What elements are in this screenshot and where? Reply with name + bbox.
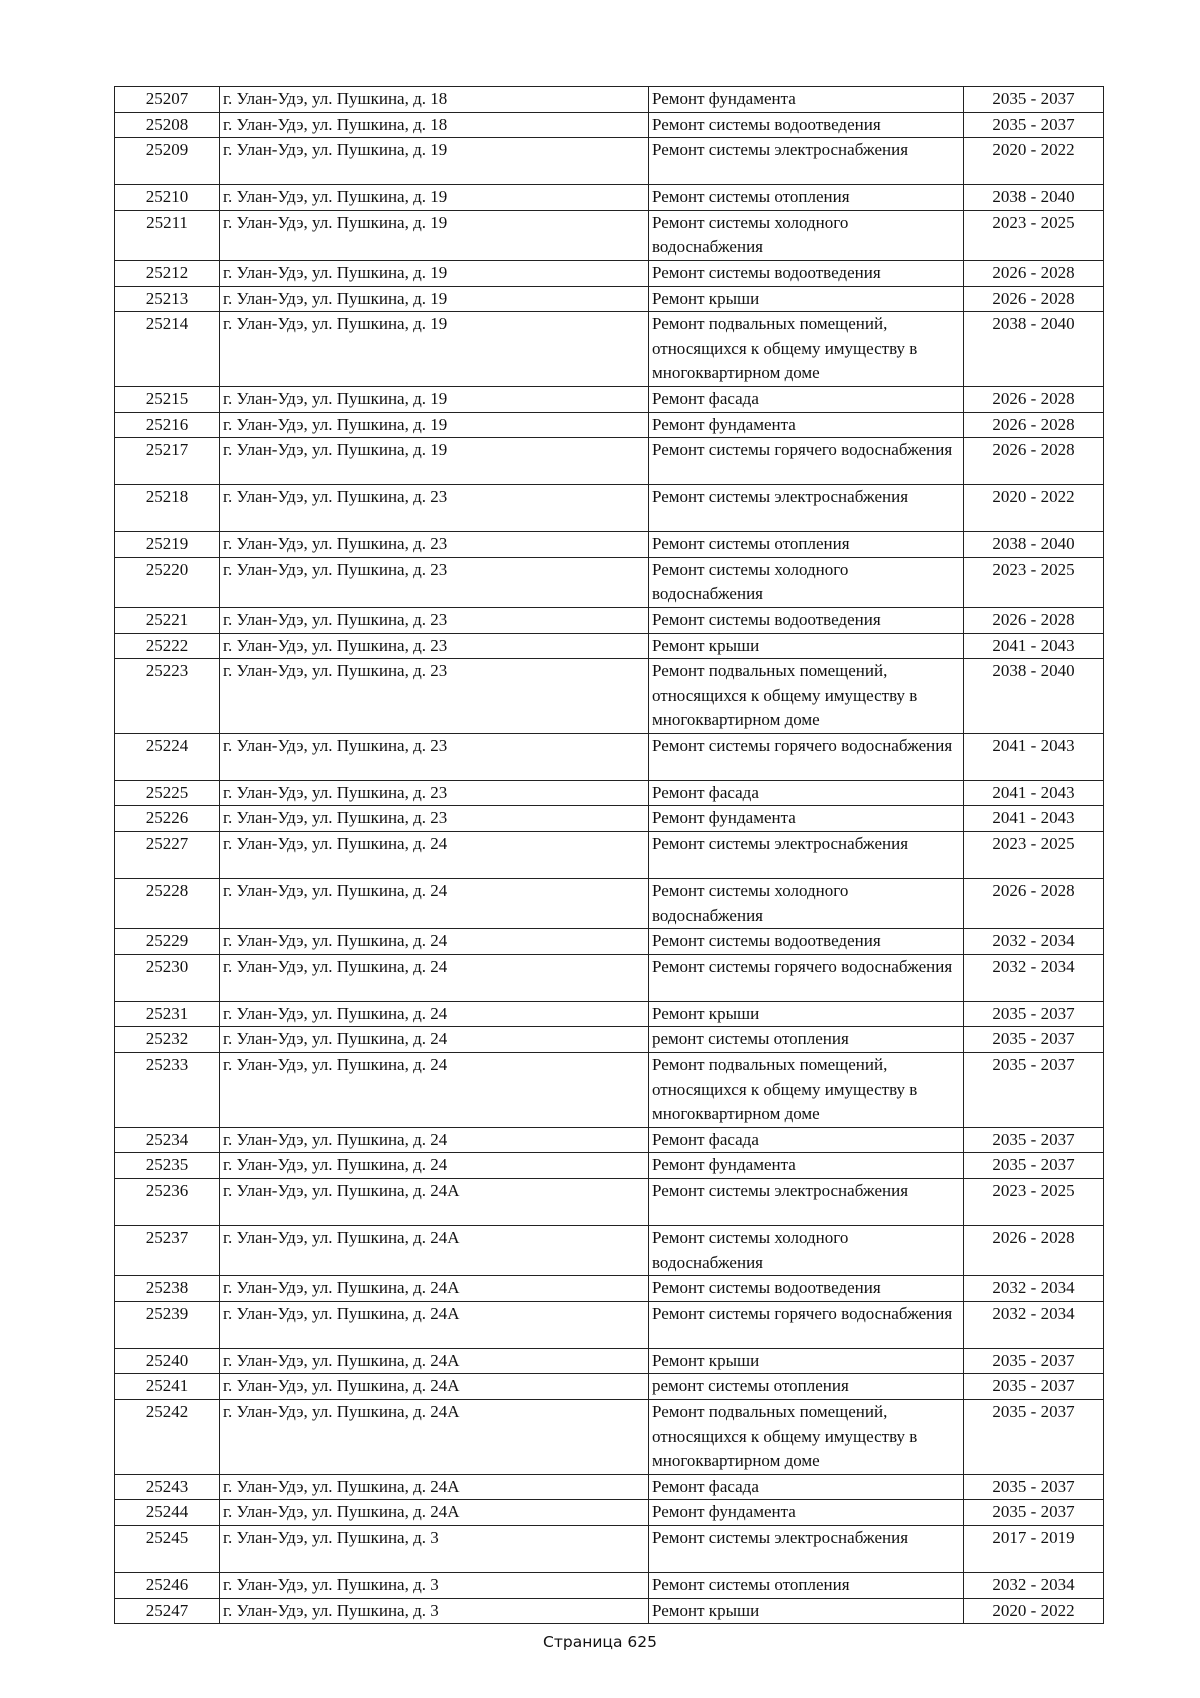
- table-row: [115, 1500, 1104, 1526]
- address-cell: г. Улан-Удэ, ул. Пушкина, д. 24А: [220, 1226, 649, 1276]
- work-type-cell: Ремонт системы водоотведения: [649, 112, 964, 138]
- work-type-cell: Ремонт системы водоотведения: [649, 607, 964, 633]
- work-type-cell: Ремонт системы отопления: [649, 532, 964, 558]
- work-type-cell: Ремонт системы холодного водоснабжения: [649, 1226, 964, 1276]
- table-row: [115, 1153, 1104, 1179]
- address-cell: г. Улан-Удэ, ул. Пушкина, д. 3: [220, 1572, 649, 1598]
- address-cell: г. Улан-Удэ, ул. Пушкина, д. 24: [220, 1153, 649, 1179]
- table-row: [115, 1027, 1104, 1053]
- row-number-cell: 25246: [115, 1572, 220, 1598]
- row-number-cell: 25238: [115, 1276, 220, 1302]
- work-type-cell: Ремонт системы холодного водоснабжения: [649, 557, 964, 607]
- period-cell: 2020 - 2022: [964, 485, 1104, 532]
- table-row: [115, 312, 1104, 387]
- row-number-cell: 25216: [115, 412, 220, 438]
- table-row: [115, 138, 1104, 185]
- period-cell: 2041 - 2043: [964, 633, 1104, 659]
- work-type-cell: Ремонт системы водоотведения: [649, 1276, 964, 1302]
- period-cell: 2032 - 2034: [964, 1276, 1104, 1302]
- address-cell: г. Улан-Удэ, ул. Пушкина, д. 24: [220, 954, 649, 1001]
- work-type-cell: Ремонт системы электроснабжения: [649, 138, 964, 185]
- row-number-cell: 25239: [115, 1301, 220, 1348]
- table-row: [115, 112, 1104, 138]
- period-cell: 2023 - 2025: [964, 557, 1104, 607]
- table-row: [115, 832, 1104, 879]
- row-number-cell: 25231: [115, 1001, 220, 1027]
- work-type-cell: Ремонт фасада: [649, 1127, 964, 1153]
- period-cell: 2035 - 2037: [964, 1027, 1104, 1053]
- address-cell: г. Улан-Удэ, ул. Пушкина, д. 3: [220, 1598, 649, 1624]
- work-type-cell: Ремонт фундамента: [649, 1153, 964, 1179]
- period-cell: 2026 - 2028: [964, 286, 1104, 312]
- period-cell: 2035 - 2037: [964, 87, 1104, 113]
- address-cell: г. Улан-Удэ, ул. Пушкина, д. 24: [220, 929, 649, 955]
- period-cell: 2035 - 2037: [964, 1053, 1104, 1128]
- table-body: [115, 87, 1104, 1624]
- address-cell: г. Улан-Удэ, ул. Пушкина, д. 23: [220, 733, 649, 780]
- work-type-cell: Ремонт системы горячего водоснабжения: [649, 438, 964, 485]
- period-cell: 2032 - 2034: [964, 954, 1104, 1001]
- work-type-cell: Ремонт фундамента: [649, 806, 964, 832]
- address-cell: г. Улан-Удэ, ул. Пушкина, д. 19: [220, 412, 649, 438]
- table-row: [115, 485, 1104, 532]
- address-cell: г. Улан-Удэ, ул. Пушкина, д. 23: [220, 532, 649, 558]
- address-cell: г. Улан-Удэ, ул. Пушкина, д. 19: [220, 210, 649, 260]
- table-row: [115, 954, 1104, 1001]
- address-cell: г. Улан-Удэ, ул. Пушкина, д. 23: [220, 485, 649, 532]
- address-cell: г. Улан-Удэ, ул. Пушкина, д. 19: [220, 286, 649, 312]
- address-cell: г. Улан-Удэ, ул. Пушкина, д. 24: [220, 1127, 649, 1153]
- address-cell: г. Улан-Удэ, ул. Пушкина, д. 24: [220, 1027, 649, 1053]
- period-cell: 2035 - 2037: [964, 1127, 1104, 1153]
- period-cell: 2035 - 2037: [964, 1474, 1104, 1500]
- work-type-cell: Ремонт системы отопления: [649, 185, 964, 211]
- row-number-cell: 25245: [115, 1525, 220, 1572]
- row-number-cell: 25233: [115, 1053, 220, 1128]
- work-type-cell: Ремонт крыши: [649, 1598, 964, 1624]
- row-number-cell: 25215: [115, 386, 220, 412]
- period-cell: 2035 - 2037: [964, 1001, 1104, 1027]
- row-number-cell: 25234: [115, 1127, 220, 1153]
- address-cell: г. Улан-Удэ, ул. Пушкина, д. 19: [220, 185, 649, 211]
- row-number-cell: 25243: [115, 1474, 220, 1500]
- row-number-cell: 25235: [115, 1153, 220, 1179]
- table-row: [115, 557, 1104, 607]
- table-row: [115, 1525, 1104, 1572]
- work-type-cell: Ремонт системы электроснабжения: [649, 485, 964, 532]
- row-number-cell: 25211: [115, 210, 220, 260]
- work-type-cell: Ремонт подвальных помещений, относящихся к общему имуществу в многоквартирном доме: [649, 659, 964, 734]
- work-type-cell: Ремонт фундамента: [649, 87, 964, 113]
- work-type-cell: Ремонт подвальных помещений, относящихся к общему имуществу в многоквартирном доме: [649, 1053, 964, 1128]
- period-cell: 2026 - 2028: [964, 607, 1104, 633]
- table-row: [115, 1474, 1104, 1500]
- table-row: [115, 1301, 1104, 1348]
- address-cell: г. Улан-Удэ, ул. Пушкина, д. 19: [220, 260, 649, 286]
- table-row: [115, 633, 1104, 659]
- work-type-cell: Ремонт системы водоотведения: [649, 929, 964, 955]
- address-cell: г. Улан-Удэ, ул. Пушкина, д. 24А: [220, 1500, 649, 1526]
- address-cell: г. Улан-Удэ, ул. Пушкина, д. 24А: [220, 1474, 649, 1500]
- row-number-cell: 25228: [115, 879, 220, 929]
- table-row: [115, 733, 1104, 780]
- address-cell: г. Улан-Удэ, ул. Пушкина, д. 24: [220, 879, 649, 929]
- table-row: [115, 1127, 1104, 1153]
- row-number-cell: 25242: [115, 1399, 220, 1474]
- period-cell: 2038 - 2040: [964, 312, 1104, 387]
- work-type-cell: Ремонт системы электроснабжения: [649, 832, 964, 879]
- row-number-cell: 25247: [115, 1598, 220, 1624]
- row-number-cell: 25229: [115, 929, 220, 955]
- row-number-cell: 25237: [115, 1226, 220, 1276]
- work-type-cell: Ремонт системы электроснабжения: [649, 1525, 964, 1572]
- address-cell: г. Улан-Удэ, ул. Пушкина, д. 24: [220, 1001, 649, 1027]
- address-cell: г. Улан-Удэ, ул. Пушкина, д. 23: [220, 659, 649, 734]
- address-cell: г. Улан-Удэ, ул. Пушкина, д. 18: [220, 112, 649, 138]
- table-row: [115, 1572, 1104, 1598]
- work-type-cell: Ремонт крыши: [649, 286, 964, 312]
- address-cell: г. Улан-Удэ, ул. Пушкина, д. 24А: [220, 1179, 649, 1226]
- row-number-cell: 25226: [115, 806, 220, 832]
- period-cell: 2035 - 2037: [964, 1153, 1104, 1179]
- row-number-cell: 25212: [115, 260, 220, 286]
- address-cell: г. Улан-Удэ, ул. Пушкина, д. 23: [220, 780, 649, 806]
- table-row: [115, 659, 1104, 734]
- row-number-cell: 25218: [115, 485, 220, 532]
- row-number-cell: 25219: [115, 532, 220, 558]
- table-row: [115, 1348, 1104, 1374]
- row-number-cell: 25232: [115, 1027, 220, 1053]
- row-number-cell: 25214: [115, 312, 220, 387]
- address-cell: г. Улан-Удэ, ул. Пушкина, д. 24А: [220, 1276, 649, 1302]
- row-number-cell: 25241: [115, 1374, 220, 1400]
- table-row: [115, 1001, 1104, 1027]
- table-row: [115, 412, 1104, 438]
- table-row: [115, 1399, 1104, 1474]
- period-cell: 2038 - 2040: [964, 532, 1104, 558]
- work-type-cell: Ремонт подвальных помещений, относящихся к общему имуществу в многоквартирном доме: [649, 1399, 964, 1474]
- table-row: [115, 210, 1104, 260]
- address-cell: г. Улан-Удэ, ул. Пушкина, д. 23: [220, 557, 649, 607]
- period-cell: 2035 - 2037: [964, 112, 1104, 138]
- work-type-cell: Ремонт системы горячего водоснабжения: [649, 733, 964, 780]
- period-cell: 2035 - 2037: [964, 1348, 1104, 1374]
- period-cell: 2023 - 2025: [964, 210, 1104, 260]
- row-number-cell: 25210: [115, 185, 220, 211]
- period-cell: 2020 - 2022: [964, 1598, 1104, 1624]
- row-number-cell: 25236: [115, 1179, 220, 1226]
- work-type-cell: Ремонт крыши: [649, 633, 964, 659]
- address-cell: г. Улан-Удэ, ул. Пушкина, д. 24А: [220, 1348, 649, 1374]
- period-cell: 2032 - 2034: [964, 1572, 1104, 1598]
- period-cell: 2038 - 2040: [964, 659, 1104, 734]
- table-row: [115, 1374, 1104, 1400]
- table-row: [115, 438, 1104, 485]
- row-number-cell: 25221: [115, 607, 220, 633]
- period-cell: 2026 - 2028: [964, 438, 1104, 485]
- work-type-cell: Ремонт системы горячего водоснабжения: [649, 1301, 964, 1348]
- period-cell: 2035 - 2037: [964, 1399, 1104, 1474]
- row-number-cell: 25223: [115, 659, 220, 734]
- table-row: [115, 286, 1104, 312]
- period-cell: 2026 - 2028: [964, 260, 1104, 286]
- table-row: [115, 1226, 1104, 1276]
- repair-schedule-table: [114, 86, 1104, 1624]
- period-cell: 2035 - 2037: [964, 1500, 1104, 1526]
- row-number-cell: 25244: [115, 1500, 220, 1526]
- work-type-cell: Ремонт фасада: [649, 386, 964, 412]
- row-number-cell: 25213: [115, 286, 220, 312]
- table-row: [115, 806, 1104, 832]
- row-number-cell: 25225: [115, 780, 220, 806]
- period-cell: 2041 - 2043: [964, 780, 1104, 806]
- period-cell: 2026 - 2028: [964, 1226, 1104, 1276]
- table-row: [115, 879, 1104, 929]
- work-type-cell: Ремонт крыши: [649, 1348, 964, 1374]
- address-cell: г. Улан-Удэ, ул. Пушкина, д. 24А: [220, 1399, 649, 1474]
- address-cell: г. Улан-Удэ, ул. Пушкина, д. 24: [220, 1053, 649, 1128]
- period-cell: 2026 - 2028: [964, 879, 1104, 929]
- row-number-cell: 25217: [115, 438, 220, 485]
- row-number-cell: 25227: [115, 832, 220, 879]
- work-type-cell: ремонт системы отопления: [649, 1027, 964, 1053]
- table-row: [115, 260, 1104, 286]
- period-cell: 2041 - 2043: [964, 733, 1104, 780]
- table-row: [115, 929, 1104, 955]
- period-cell: 2023 - 2025: [964, 832, 1104, 879]
- work-type-cell: Ремонт системы холодного водоснабжения: [649, 879, 964, 929]
- work-type-cell: ремонт системы отопления: [649, 1374, 964, 1400]
- work-type-cell: Ремонт системы отопления: [649, 1572, 964, 1598]
- row-number-cell: 25207: [115, 87, 220, 113]
- row-number-cell: 25224: [115, 733, 220, 780]
- table-row: [115, 1053, 1104, 1128]
- row-number-cell: 25208: [115, 112, 220, 138]
- address-cell: г. Улан-Удэ, ул. Пушкина, д. 3: [220, 1525, 649, 1572]
- row-number-cell: 25222: [115, 633, 220, 659]
- table-row: [115, 607, 1104, 633]
- work-type-cell: Ремонт фасада: [649, 780, 964, 806]
- address-cell: г. Улан-Удэ, ул. Пушкина, д. 19: [220, 312, 649, 387]
- period-cell: 2032 - 2034: [964, 1301, 1104, 1348]
- address-cell: г. Улан-Удэ, ул. Пушкина, д. 19: [220, 138, 649, 185]
- work-type-cell: Ремонт системы электроснабжения: [649, 1179, 964, 1226]
- period-cell: 2017 - 2019: [964, 1525, 1104, 1572]
- table-row: [115, 1179, 1104, 1226]
- work-type-cell: Ремонт крыши: [649, 1001, 964, 1027]
- table-row: [115, 185, 1104, 211]
- table-row: [115, 87, 1104, 113]
- row-number-cell: 25220: [115, 557, 220, 607]
- address-cell: г. Улан-Удэ, ул. Пушкина, д. 24А: [220, 1374, 649, 1400]
- address-cell: г. Улан-Удэ, ул. Пушкина, д. 19: [220, 438, 649, 485]
- address-cell: г. Улан-Удэ, ул. Пушкина, д. 23: [220, 633, 649, 659]
- work-type-cell: Ремонт фасада: [649, 1474, 964, 1500]
- table-row: [115, 1598, 1104, 1624]
- work-type-cell: Ремонт системы водоотведения: [649, 260, 964, 286]
- address-cell: г. Улан-Удэ, ул. Пушкина, д. 24А: [220, 1301, 649, 1348]
- work-type-cell: Ремонт системы холодного водоснабжения: [649, 210, 964, 260]
- row-number-cell: 25230: [115, 954, 220, 1001]
- table-row: [115, 780, 1104, 806]
- work-type-cell: Ремонт фундамента: [649, 412, 964, 438]
- page-number: Страница 625: [543, 1633, 657, 1651]
- period-cell: 2026 - 2028: [964, 386, 1104, 412]
- period-cell: 2026 - 2028: [964, 412, 1104, 438]
- address-cell: г. Улан-Удэ, ул. Пушкина, д. 19: [220, 386, 649, 412]
- period-cell: 2038 - 2040: [964, 185, 1104, 211]
- work-type-cell: Ремонт фундамента: [649, 1500, 964, 1526]
- row-number-cell: 25209: [115, 138, 220, 185]
- period-cell: 2020 - 2022: [964, 138, 1104, 185]
- period-cell: 2041 - 2043: [964, 806, 1104, 832]
- period-cell: 2023 - 2025: [964, 1179, 1104, 1226]
- address-cell: г. Улан-Удэ, ул. Пушкина, д. 18: [220, 87, 649, 113]
- address-cell: г. Улан-Удэ, ул. Пушкина, д. 23: [220, 806, 649, 832]
- address-cell: г. Улан-Удэ, ул. Пушкина, д. 24: [220, 832, 649, 879]
- table-row: [115, 1276, 1104, 1302]
- address-cell: г. Улан-Удэ, ул. Пушкина, д. 23: [220, 607, 649, 633]
- period-cell: 2035 - 2037: [964, 1374, 1104, 1400]
- period-cell: 2032 - 2034: [964, 929, 1104, 955]
- table-row: [115, 532, 1104, 558]
- row-number-cell: 25240: [115, 1348, 220, 1374]
- table-row: [115, 386, 1104, 412]
- work-type-cell: Ремонт системы горячего водоснабжения: [649, 954, 964, 1001]
- work-type-cell: Ремонт подвальных помещений, относящихся к общему имуществу в многоквартирном доме: [649, 312, 964, 387]
